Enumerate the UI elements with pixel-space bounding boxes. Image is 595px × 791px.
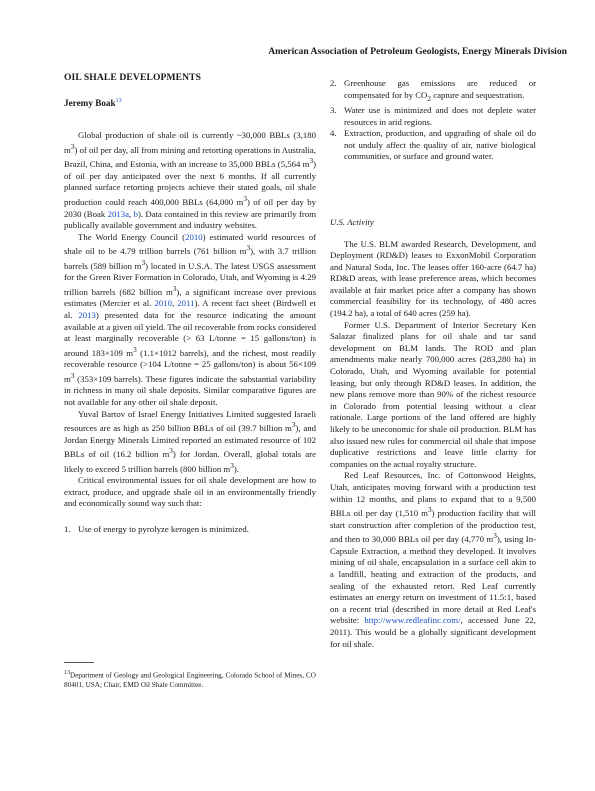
sup: 3 bbox=[70, 371, 75, 380]
issues-list-left bbox=[64, 524, 316, 536]
text: Red Leaf Resources, Inc. of Cottonwood Heights, Utah, anticipates moving forward with a production test within 12 months, and plans to expand that to a 9,500 BBLs oil per day (1,510 m bbox=[330, 470, 536, 519]
paragraph-environment: Critical environmental issues for oil shale development are how to extract, produce, and upgrade shale oil in an environmentally friendly and economically sound way such that: bbox=[64, 475, 316, 509]
citation-link[interactable]: 2010 bbox=[154, 298, 172, 309]
author-footnote-ref[interactable]: 13 bbox=[115, 97, 122, 104]
list-text: Water use is minimized and does not deplete water resources in arid regions. bbox=[344, 104, 536, 127]
text: ) presented data for the resource indicating the amount available at a given oil yield. The oil recoverable from rocks considered at least marginally recoverable (> 63 L/tonne = 15 gallons/ton) is around 183×109 m bbox=[64, 310, 316, 358]
text: ), using In-Capsule Extraction, a method they developed. It involves mining of oil shale, encapsulation in a surface cell akin to a landfill, heating and extraction of the products, and sealing of the exhausted retort. Red Leaf currently estimates an energy return on investment of 11.5:1, based on a recent trial (described in more detail at Red Leaf's website: bbox=[330, 534, 536, 626]
citation-link[interactable]: 2013 bbox=[78, 310, 96, 320]
footnote-divider bbox=[64, 662, 94, 663]
list-item bbox=[330, 78, 536, 105]
footnote-text: Department of Geology and Geological Engineering, Colorado School of Mines, CO 80401, USA; Chair, EMD Oil Shale Committee. bbox=[64, 671, 316, 689]
paragraph-salazar: Former U.S. Department of Interior Secretary Ken Salazar finalized plans for oil shale and tar sand development on BLM lands. The ROD and plan amendments make nearly 700,000 acres (283,280 ha) in Colorado, Utah, and Wyoming available for potential leasing, but only through RD&D leases. In addition, the new plans remove more than 90% of the richest resource in Colorado from potential leasing without a clear rationale. Large portions of the land offered are highly likely to be uneconomic for shale oil production. BLM has also issued new rules for commercial oil shale that impose duplicative restrictions and leave little clarity for companies on the actual royalty structure. bbox=[330, 319, 536, 469]
citation-link[interactable]: 2011 bbox=[177, 298, 195, 309]
text: ) production facility that will start construction after completion of the production test, and then to 30,000 BBLs oil per day (4,770 m bbox=[330, 508, 536, 545]
text: Greenhouse gas emissions are reduced or compensated for by CO bbox=[344, 78, 536, 100]
text: (1.1×1012 barrels), and the richest, most readily recoverable resource (>104 L/tonne = 25 gallons/ton) is about 56×109 m bbox=[64, 347, 316, 384]
sup: 3 bbox=[243, 195, 247, 204]
text: ), with 3.7 trillion barrels (589 billion m bbox=[64, 246, 316, 271]
paragraph-blm-leases: The U.S. BLM awarded Research, Development, and Deployment (RD&D) leases to ExxonMobil Corporation and Natural Soda, Inc. The leases offer 160-acre (64.7 ha) RD&D areas, with lease preference areas, which becomes available at fair market price after a company has shown commercial feasibility for its technology, of 480 acres (194.2 ha), a total of 640 acres (259 ha). bbox=[330, 238, 536, 319]
subsection-title: U.S. Activity bbox=[330, 216, 374, 227]
list-text: Extraction, production, and upgrading of shale oil do not unduly affect the quality of air, native biological communities, or surface and ground water. bbox=[344, 128, 536, 162]
text: ) for Jordan. Overall, global totals are likely to exceed 5 trillion barrels (800 billion m bbox=[64, 449, 316, 474]
list-number: 1. bbox=[64, 524, 71, 535]
text: ). A recent fact sheet (Birdwell et al. bbox=[64, 298, 316, 320]
author-name-text: Jeremy Boak bbox=[64, 97, 116, 108]
sub: 2 bbox=[427, 94, 431, 103]
sup: 3 bbox=[172, 284, 177, 293]
list-number: 3. bbox=[330, 104, 337, 115]
paragraph-production bbox=[64, 130, 316, 231]
citation-link[interactable]: 2013a bbox=[107, 208, 130, 219]
list-number: 2. bbox=[330, 78, 337, 88]
citation-link[interactable]: b bbox=[133, 208, 138, 219]
sup: 3 bbox=[309, 157, 314, 166]
text: ) of oil per day, all from mining and retorting operations in Australia, Brazil, China, and Estonia, with an increase to 35,000 BBLs (5,564 m bbox=[64, 144, 316, 170]
text: capture and sequestration. bbox=[431, 89, 525, 100]
text: , bbox=[171, 298, 178, 309]
text: Global production of shale oil is currently ~30,000 BBLs (3,180 m bbox=[64, 130, 316, 155]
sup: 3 bbox=[427, 506, 432, 515]
footnote-number: 13 bbox=[64, 670, 70, 676]
sup: 3 bbox=[230, 461, 234, 470]
text: ), a significant increase over previous estimates (Mercier et al. bbox=[64, 286, 316, 309]
text: ) estimated world resources of shale oil to be 4.79 trillion barrels (761 billion m bbox=[64, 231, 316, 257]
text: ) of oil per day anticipated over the next 6 months. If all currently planned surface retorting projects achieve their stated goals, oil shale production could reach 400,000 BBLs (64,000 m bbox=[64, 159, 316, 207]
list-item bbox=[330, 105, 536, 128]
footnote bbox=[64, 669, 316, 690]
running-header: American Association of Petroleum Geologists, Energy Minerals Division bbox=[268, 46, 567, 57]
left-column bbox=[64, 72, 316, 536]
paragraph-israel-jordan bbox=[64, 409, 316, 476]
text: Yuval Bartov of Israel Energy Initiatives Limited suggested Israeli resources are as high as 250 billion BBLs of oil (39.7 billion m bbox=[64, 408, 316, 434]
sup: 3 bbox=[493, 532, 497, 541]
text: ). Data contained in this review are primarily from publically available government and industry websites. bbox=[64, 208, 317, 231]
list-text: Use of energy to pyrolyze kerogen is minimized. bbox=[78, 524, 249, 535]
sup: 3 bbox=[133, 345, 137, 354]
text: ) of oil per day by 2030 (Boak bbox=[64, 196, 316, 219]
author-name bbox=[64, 96, 316, 110]
sup: 3 bbox=[246, 244, 251, 253]
list-item bbox=[64, 524, 316, 536]
sup: 3 bbox=[141, 258, 146, 267]
right-column bbox=[330, 78, 536, 650]
text: ). bbox=[233, 463, 239, 474]
text: ) located in U.S.A. The latest USGS assessment for the Green River Formation in Colorado, Utah, and Wyoming is 4.29 trillion barrels (682 billion m bbox=[64, 260, 316, 297]
paragraph-red-leaf bbox=[330, 470, 536, 650]
text: , bbox=[129, 208, 134, 219]
list-number: 4. bbox=[330, 128, 337, 139]
sup: 3 bbox=[169, 447, 173, 456]
paragraph-resources bbox=[64, 232, 316, 409]
sup: 3 bbox=[70, 142, 75, 151]
sup: 3 bbox=[291, 421, 296, 430]
list-item bbox=[330, 128, 536, 163]
issues-list-right bbox=[330, 78, 536, 163]
text: ), and Jordan Energy Minerals Limited reported an estimated resource of 102 BBLs of oil (16.2 billion m bbox=[64, 423, 316, 460]
section-title: OIL SHALE DEVELOPMENTS bbox=[64, 72, 202, 83]
text: , accessed June 22, 2011). This would be a globally significant development for oil shale. bbox=[330, 615, 536, 649]
text: (353×109 barrels). These figures indicate the substantial variability in richness in many oil shale deposits. Similar comparative figures are not available for any other oil shale deposit. bbox=[64, 373, 316, 407]
citation-link[interactable]: 2010 bbox=[185, 231, 203, 242]
website-link[interactable]: http://www.redleafinc.com/ bbox=[364, 615, 461, 626]
text: The World Energy Council ( bbox=[78, 231, 186, 242]
